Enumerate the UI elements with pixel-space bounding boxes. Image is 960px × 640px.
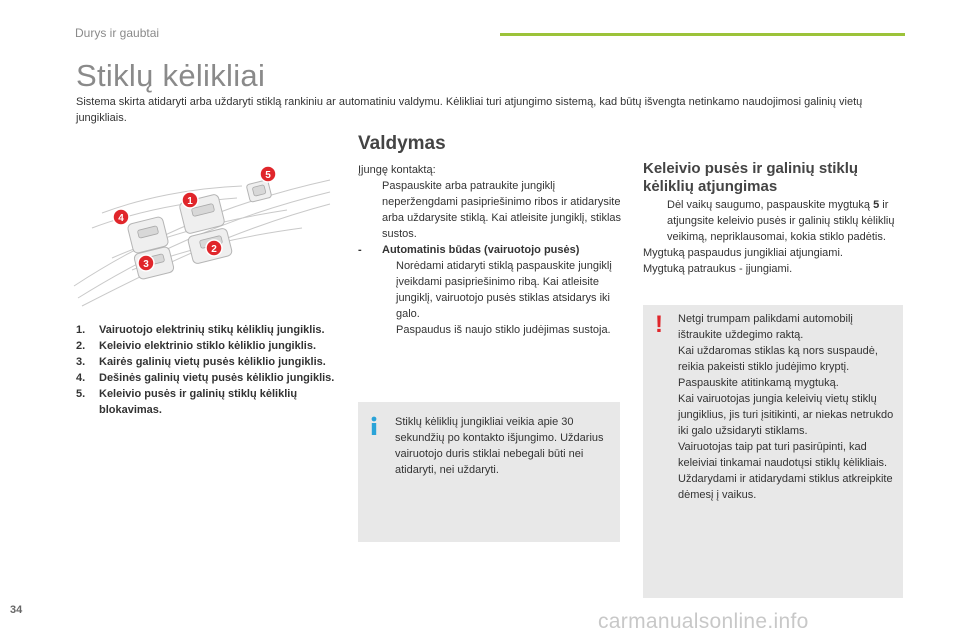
exclamation-icon: !	[655, 311, 663, 338]
right-body	[643, 197, 908, 277]
callout-3: 3	[143, 259, 149, 270]
header-divider	[500, 33, 905, 36]
list-item: 4. Dešinės galinių vietų pusės kėliklio jungiklis.	[76, 372, 335, 384]
sub-bullet-item: Paspaudus iš naujo stiklo judėjimas sustoja.	[396, 324, 611, 336]
intro-paragraph: Sistema skirta atidaryti arba uždaryti stiklą rankiniu ar automatiniu valdymu. Kėlikliai turi atjungimo sistemą, kad būtų išvengta netinkamo naudojimosi galinių vietų jungikliais.	[76, 96, 863, 124]
callout-5: 5	[265, 170, 271, 181]
list-item: 2. Keleivio elektrinio stiklo kėliklio jungiklis.	[76, 340, 317, 352]
valdymas-body	[358, 162, 623, 338]
right-heading: Keleivio pusės ir galinių stiklų kėliklių atjungimas	[643, 160, 859, 195]
valdymas-intro: Įjungę kontaktą:	[358, 164, 436, 176]
valdymas-heading: Valdymas	[358, 133, 446, 154]
info-box	[358, 402, 620, 542]
list-item: 1. Vairuotojo elektrinių stikų kėliklių jungiklis.	[76, 324, 325, 336]
page-number: 34	[10, 604, 23, 616]
sub-bullet-item: Norėdami atidaryti stiklą paspauskite jungiklį įveikdami pasipriešinimo ribą. Kai atleisite jungiklį, vairuotojo pusės stiklas atsidarys iki galo.	[396, 260, 612, 320]
callout-1: 1	[187, 196, 193, 207]
info-text: Stiklų kėliklių jungikliai veikia apie 30 sekundžių po kontakto išjungimo. Uždarius vairuotojo duris stiklai nebegali būti nei atidaryti, nei uždaryti.	[395, 416, 604, 476]
callout-2: 2	[211, 244, 217, 255]
page-title: Stiklų kėlikliai	[76, 58, 266, 93]
right-line: Mygtuką patraukus - įjungiami.	[643, 263, 793, 275]
warning-text: Netgi trumpam palikdami automobilį ištraukite uždegimo raktą. Kai uždaromas stiklas ką nors suspaudė, reikia pakeisti stiklo judėjimo kryptį. Paspauskite atitinkamą mygtuką. Kai vairuotojas jungia keleivių vietų stiklų jungiklius, jis turi įsitikinti, ar niekas netrukdo iki galo užsidaryti stiklams. Vairuotojas taip pat turi pasirūpinti, kad keleiviai tinkamai naudotųsi stiklų kėlikliais. Uždarydami ir atidarydami stiklus atkreipkite dėmesį į vaikus.	[678, 313, 894, 501]
window-switch-illustration	[72, 158, 334, 308]
right-line: Mygtuką paspaudus jungikliai atjungiami.	[643, 247, 843, 259]
bullet-item: Paspauskite arba patraukite jungiklį neperžengdami pasipriešinimo ribos ir atidarysite arba uždarysite stiklą. Kai atleisite jungiklį, stiklas sustos.	[382, 180, 622, 240]
dash-item: - Automatinis būdas (vairuotojo pusės)	[358, 244, 580, 256]
section-header: Durys ir gaubtai	[75, 26, 160, 40]
bullet-item: Dėl vaikų saugumo, paspauskite mygtuką 5 ir atjungsite keleivio pusės ir galinių stiklų kėliklių veikimą, nepriklausomai, kokia stiklo padėtis.	[667, 199, 895, 243]
numbered-legend	[76, 322, 341, 418]
warning-box	[643, 305, 903, 598]
callout-4: 4	[118, 213, 124, 224]
watermark: carmanualsonline.info	[598, 610, 809, 633]
info-icon	[367, 416, 381, 436]
list-item: 3. Kairės galinių vietų pusės kėliklio jungiklis.	[76, 356, 326, 368]
list-item: 5. Keleivio pusės ir galinių stiklų kėliklių blokavimas.	[76, 388, 298, 416]
